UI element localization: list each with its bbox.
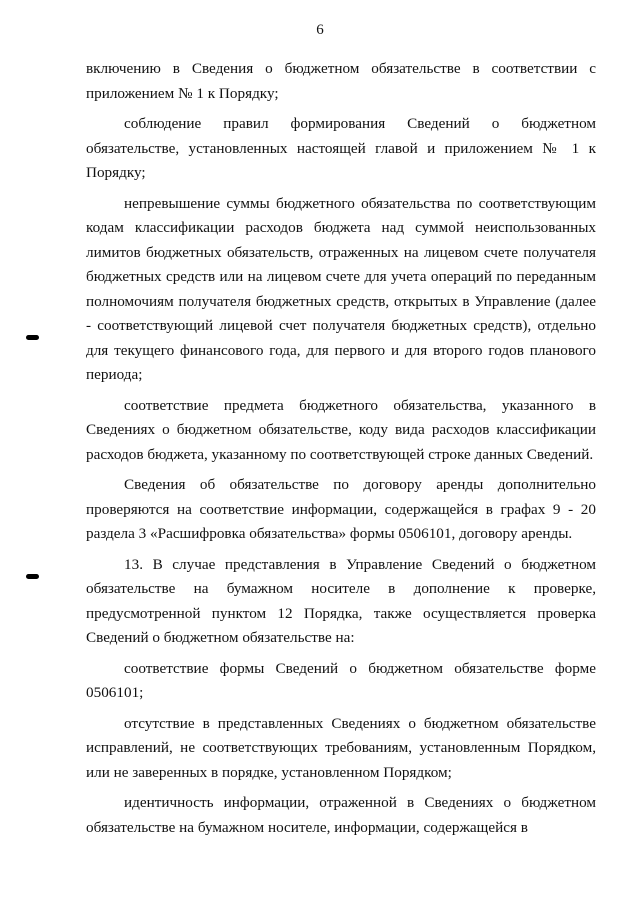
- binding-hole-mark: [26, 335, 39, 340]
- paragraph-identity-check: идентичность информации, отраженной в Сведениях о бюджетном обязательстве на бумажном носителе, информации, содержащейся в: [86, 794, 596, 836]
- binding-hole-mark: [26, 574, 39, 579]
- paragraph-rules-compliance: соблюдение правил формирования Сведений о бюджетном обязательстве, установленных настоящей главой и приложением № 1 к Порядку;: [86, 115, 596, 181]
- paragraph-clause-13: 13. В случае представления в Управление Сведений о бюджетном обязательстве на бумажном носителе в дополнение к проверке, предусмотренной пунктом 12 Порядка, также осуществляется проверка Сведений о бюджетном обязательстве на:: [86, 555, 596, 646]
- paragraph-limit-check: непревышение суммы бюджетного обязательства по соответствующим кодам классификации расходов бюджета над суммой неиспользованных лимитов бюджетных обязательств, отраженных на лицевом счете получателя бюджетных средств или на лицевом счете для учета операций по переданным полномочиям получателя бюджетных средств, открытых в Управление (далее - соответствующий лицевой счет получателя бюджетных средств), отдельно для текущего финансового года, для первого и для второго годов планового периода;: [86, 194, 596, 383]
- paragraph-form-match: соответствие формы Сведений о бюджетном обязательстве форме 0506101;: [86, 659, 596, 701]
- document-body: [86, 57, 596, 846]
- paragraph-continuation: включению в Сведения о бюджетном обязательстве в соответствии с приложением № 1 к Порядку;: [86, 60, 596, 102]
- paragraph-no-corrections: отсутствие в представленных Сведениях о бюджетном обязательстве исправлений, не соответствующих требованиям, установленным Порядком, или не заверенных в порядке, установленном Порядком;: [86, 714, 596, 781]
- paragraph-subject-match: соответствие предмета бюджетного обязательства, указанного в Сведениях о бюджетном обязательстве, коду вида расходов классификации расходов бюджета, указанному по соответствующей строке данных Сведений.: [86, 396, 596, 463]
- page-number: 6: [316, 22, 324, 38]
- paragraph-lease-check: Сведения об обязательстве по договору аренды дополнительно проверяются на соответствие информации, содержащейся в графах 9 - 20 раздела 3 «Расшифровка обязательства» формы 0506101, договору аренды.: [86, 476, 596, 542]
